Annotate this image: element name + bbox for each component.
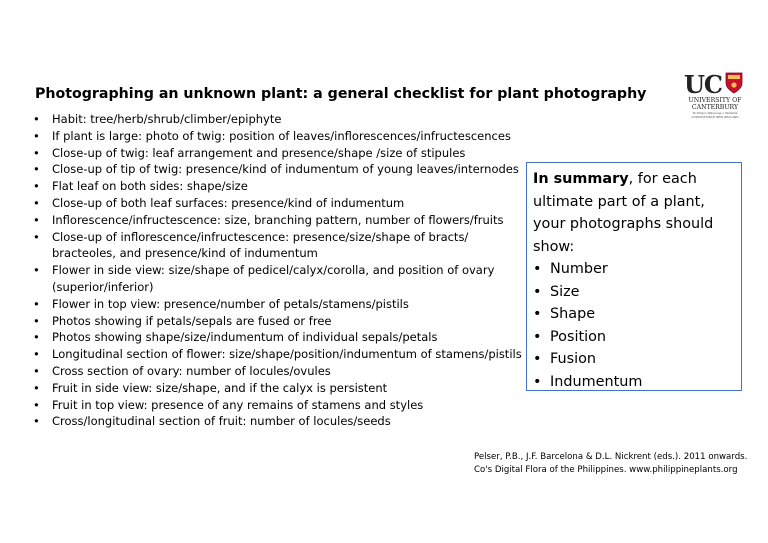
- crest-icon: [725, 72, 743, 94]
- summary-item-text: Position: [550, 328, 607, 345]
- list-item: [33, 397, 523, 414]
- bullet: •: [33, 363, 40, 378]
- bullet: •: [533, 328, 542, 345]
- university-name: [684, 97, 746, 111]
- list-item-text: Habit: tree/herb/shrub/climber/epiphyte: [52, 112, 282, 126]
- summary-item: [533, 258, 735, 281]
- bullet: •: [33, 195, 40, 210]
- list-item: [33, 380, 523, 397]
- bullet: •: [33, 397, 40, 412]
- list-item: [33, 262, 523, 296]
- summary-item: [533, 326, 735, 349]
- summary-item: [533, 281, 735, 304]
- list-item-text: Cross section of ovary: number of locules/ovules: [52, 363, 331, 378]
- bullet: •: [33, 128, 40, 143]
- university-name-line2: CANTERBURY: [691, 104, 739, 111]
- list-item-text: Inflorescence/infructescence: size, branching pattern, number of flowers/fruits: [52, 212, 504, 227]
- bullet: •: [33, 162, 40, 177]
- checklist: [33, 111, 523, 430]
- list-item-text: Close-up of both leaf surfaces: presence/kind of indumentum: [52, 195, 405, 210]
- summary-item: [533, 371, 735, 394]
- summary-item-text: Indumentum: [550, 373, 643, 390]
- citation-line2: Co's Digital Flora of the Philippines. www.philippineplants.org: [474, 465, 738, 475]
- list-item: [33, 329, 523, 346]
- list-item: [33, 346, 523, 363]
- bullet: •: [533, 283, 542, 300]
- list-item-text: Fruit in top view: presence of any remains of stamens and styles: [52, 397, 424, 412]
- bullet: •: [33, 263, 40, 278]
- list-item-text: Cross/longitudinal section of fruit: number of locules/seeds: [52, 414, 391, 429]
- bullet: •: [33, 112, 40, 126]
- bullet: •: [33, 145, 40, 160]
- citation: [474, 451, 747, 477]
- bullet: •: [533, 261, 542, 277]
- summary-item: [533, 348, 735, 371]
- logo-letters: UC: [684, 70, 723, 99]
- list-item-text: If plant is large: photo of twig: position of leaves/inflorescences/infructescences: [52, 128, 511, 143]
- list-item-text: Photos showing if petals/sepals are fused or free: [52, 313, 332, 328]
- bullet: •: [533, 351, 542, 367]
- list-item-text: Close-up of twig: leaf arrangement and presence/shape /size of stipules: [52, 145, 466, 160]
- list-item: [33, 111, 523, 128]
- summary-item: [533, 303, 735, 326]
- bullet: •: [33, 414, 40, 429]
- university-name-line1: UNIVERSITY OF: [688, 97, 742, 104]
- bullet: •: [33, 212, 40, 227]
- list-item-text: Flat leaf on both sides: shape/size: [52, 179, 248, 194]
- bullet: •: [533, 373, 542, 390]
- list-item: [33, 178, 523, 195]
- list-item: [33, 296, 523, 313]
- list-item: [33, 413, 523, 430]
- summary-list: [533, 258, 735, 393]
- bullet: •: [33, 229, 40, 244]
- university-tagline: [684, 112, 746, 119]
- list-item-text: Photos showing shape/size/indumentum of individual sepals/petals: [52, 330, 438, 345]
- list-item: [33, 229, 523, 263]
- summary-item-text: Number: [550, 261, 608, 277]
- list-item: [33, 363, 523, 380]
- summary-intro: [533, 168, 735, 258]
- tagline-line2: CHRISTCHURCH NEW ZEALAND: [691, 114, 739, 119]
- list-item: [33, 313, 523, 330]
- citation-line1: Pelser, P.B., J.F. Barcelona & D.L. Nickrent (eds.). 2011 onwards.: [474, 452, 748, 462]
- list-item-text: Longitudinal section of flower: size/shape/position/indumentum of stamens/pistils: [52, 347, 522, 362]
- list-item-text: Close-up of inflorescence/infructescence: presence/size/shape of bracts/ bracteoles, and presence/kind of indumentum: [52, 229, 469, 261]
- bullet: •: [533, 306, 542, 322]
- list-item-text: Close-up of tip of twig: presence/kind of indumentum of young leaves/internodes: [52, 162, 519, 177]
- summary-lead: In summary: [533, 171, 629, 187]
- list-item-text: Fruit in side view: size/shape, and if the calyx is persistent: [52, 380, 388, 395]
- list-item-text: Flower in top view: presence/number of petals/stamens/pistils: [52, 296, 409, 311]
- page-title: Photographing an unknown plant: a general checklist for plant photography: [35, 86, 647, 102]
- bullet: •: [33, 313, 40, 328]
- summary-item-text: Shape: [550, 306, 596, 322]
- list-item: [33, 145, 523, 162]
- summary-box: [526, 162, 742, 391]
- list-item: [33, 128, 523, 145]
- list-item: [33, 161, 523, 178]
- summary-item-text: Size: [550, 283, 580, 300]
- list-item: [33, 212, 523, 229]
- bullet: •: [33, 347, 40, 362]
- bullet: •: [33, 380, 40, 395]
- list-item: [33, 195, 523, 212]
- list-item-text: Flower in side view: size/shape of pedicel/calyx/corolla, and position of ovary (superior/inferior): [52, 263, 495, 294]
- bullet: •: [33, 330, 40, 345]
- bullet: •: [33, 179, 40, 194]
- summary-item-text: Fusion: [550, 351, 597, 367]
- tagline-line1: Te Whare Wānanga o Waitaha: [692, 111, 738, 115]
- university-logo: [684, 70, 746, 122]
- bullet: •: [33, 296, 40, 311]
- summary-text: , for each ultimate part of a plant, your photographs should show:: [533, 171, 714, 255]
